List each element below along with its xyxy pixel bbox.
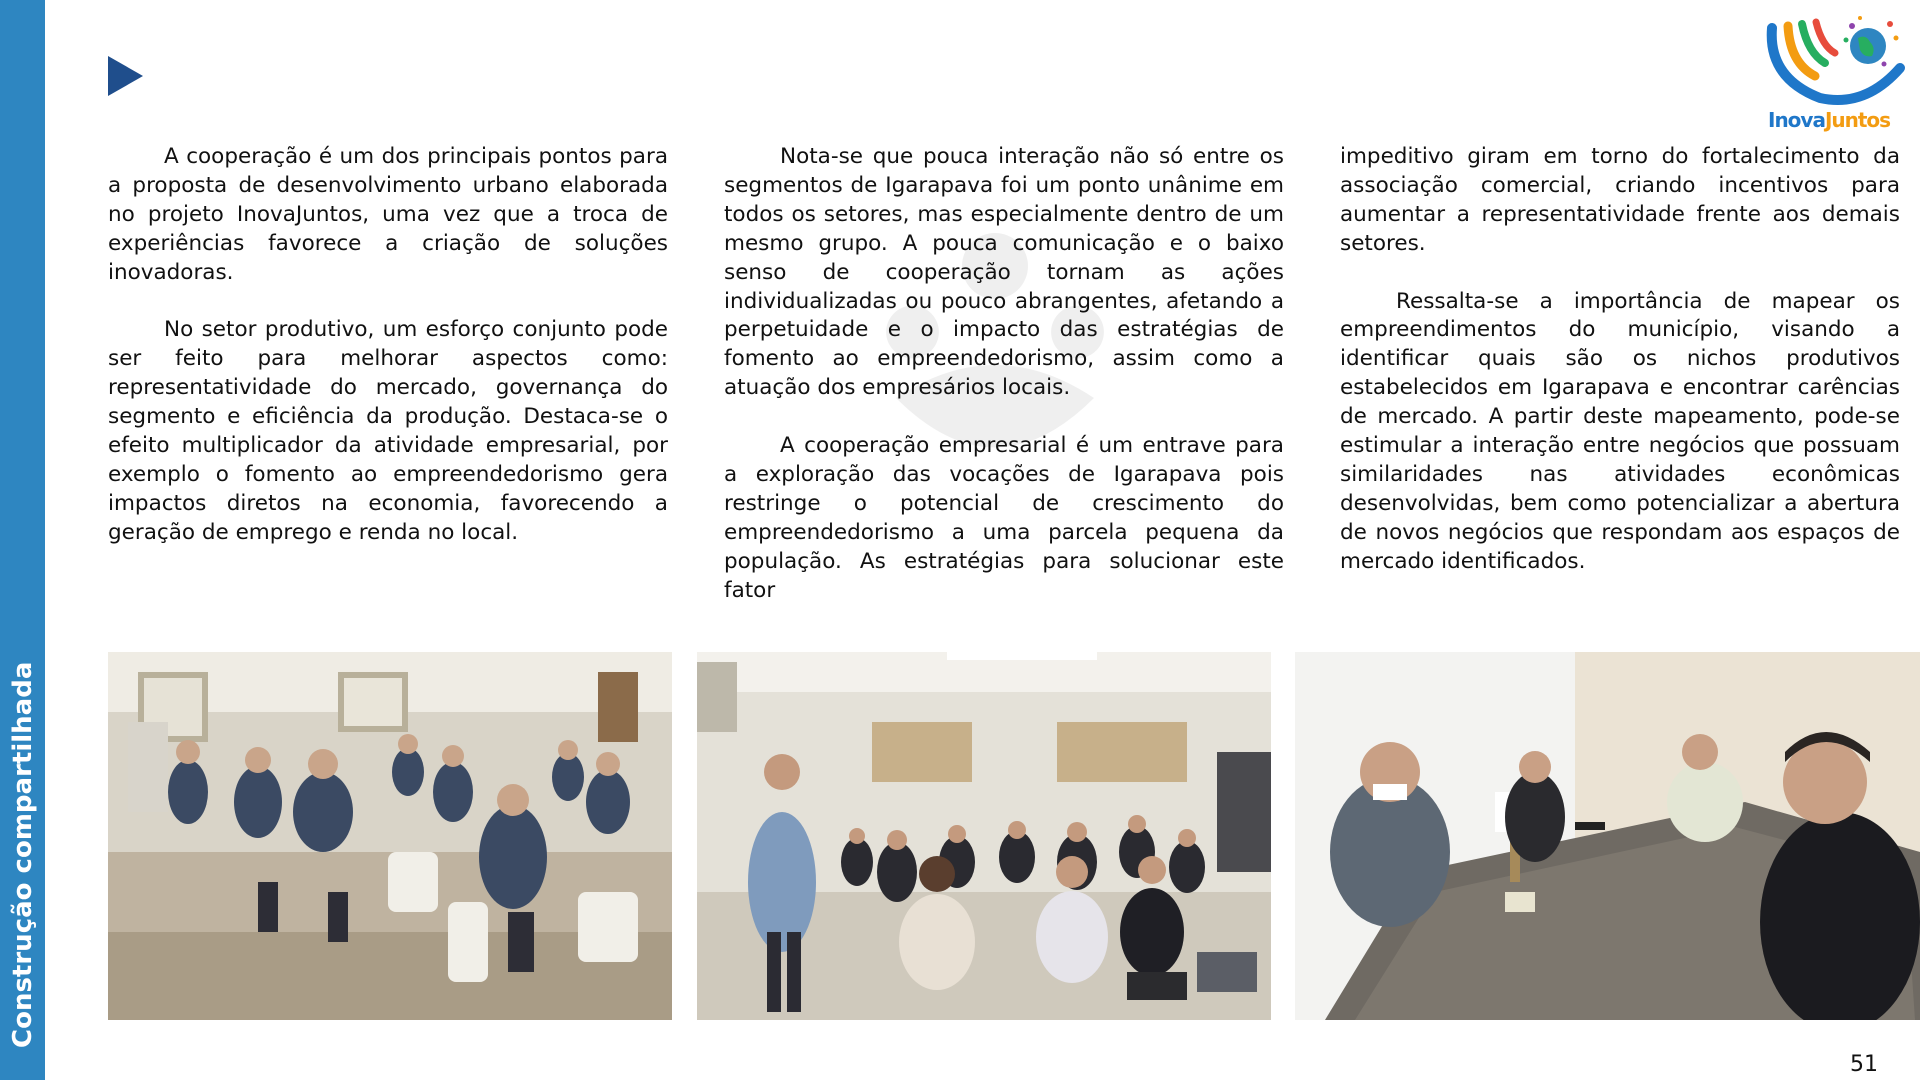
audience-seated-in-hall-photo: [108, 652, 672, 1020]
play-triangle-icon: [108, 56, 143, 96]
text-column-2: [724, 143, 1284, 634]
paragraph: Ressalta-se a importância de mapear os empreendimentos do município, visando a identificar quais são os nichos produtivos estabelecidos em Igarapava e encontrar carências de mercado. A partir deste mapeamento, pode-se estimular a interação entre negócios que possuam similaridades nas atividades econômicas desenvolvidas, bem como potencializar a abertura de novos negócios que respondam aos espaços de mercado identificados.: [1340, 288, 1900, 574]
paragraph: A cooperação é um dos principais pontos para a proposta de desenvolvimento urbano elaborada no projeto InovaJuntos, uma vez que a troca de experiências favorece a criação de soluções inovadoras.: [108, 144, 668, 285]
text-column-1: [108, 143, 668, 577]
presentation-room-photo: [697, 652, 1271, 1020]
sidebar-label: Construção compartilhada: [8, 661, 38, 1048]
logo-name-part2: Juntos: [1824, 108, 1891, 132]
meeting-table-photo: [1295, 652, 1920, 1020]
paragraph: No setor produtivo, um esforço conjunto pode ser feito para melhorar aspectos como: representatividade do mercado, governança do segmento e eficiência da produção. Destaca-se o efeito multiplicador da atividade empresarial, por exemplo o fomento ao empreendedorismo gera impactos diretos na economia, favorecendo a geração de emprego e renda no local.: [108, 317, 668, 545]
logo-name-part1: Inova: [1768, 108, 1825, 132]
page-number: 51: [1850, 1052, 1878, 1077]
paragraph: A cooperação empresarial é um entrave para a exploração das vocações de Igarapava pois restringe o potencial de crescimento do empreendedorismo a uma parcela pequena da população. As estratégias para solucionar este fator: [724, 433, 1284, 603]
paragraph: Nota-se que pouca interação não só entre os segmentos de Igarapava foi um ponto unânime em todos os setores, mas especialmente dentro de um mesmo grupo. A pouca comunicação e o baixo senso de cooperação tornam as ações individualizadas ou pouco abrangentes, afetando a perpetuidade e o impacto das estratégias de fomento ao empreendedorismo, assim como a atuação dos empresários locais.: [724, 144, 1284, 401]
paragraph: impeditivo giram em torno do fortalecimento da associação comercial, criando incentivos para aumentar a representatividade frente aos demais setores.: [1340, 144, 1900, 256]
logo-wordmark: [1768, 108, 1914, 132]
text-column-3: [1340, 143, 1900, 605]
